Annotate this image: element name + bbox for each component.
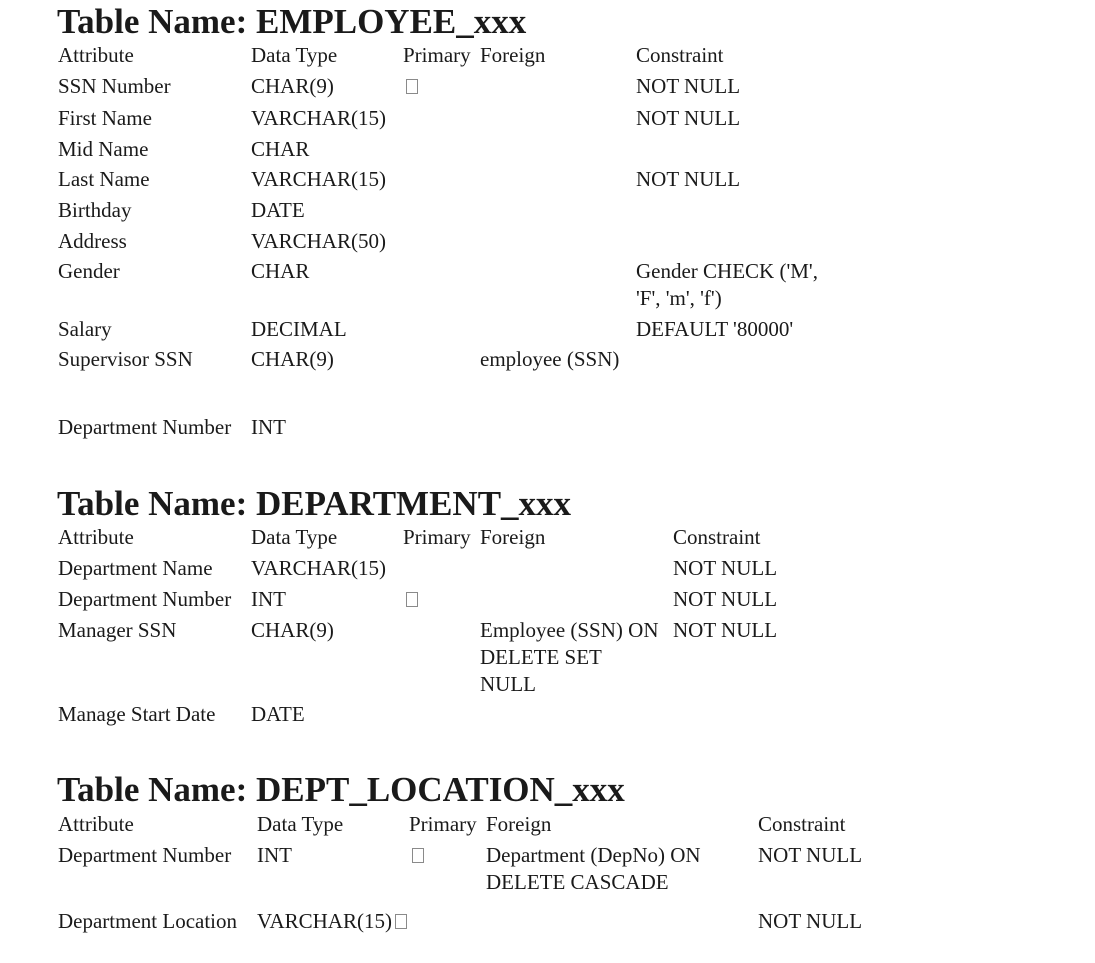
col-header-data-type: Data Type: [251, 525, 338, 549]
constraint-cell: NOT NULL: [636, 167, 741, 191]
attribute-cell: SSN Number: [58, 74, 171, 98]
attribute-cell: Mid Name: [58, 137, 149, 161]
table-title-dept-location: Table Name: DEPT_LOCATION_xxx: [57, 770, 625, 809]
attribute-cell: Department Location: [58, 909, 238, 933]
data-type-cell: [257, 908, 407, 935]
constraint-cell: NOT NULL: [636, 74, 741, 98]
attribute-cell: Gender: [58, 259, 120, 283]
foreign-key-cell: Department (DepNo) ON DELETE CASCADE: [486, 843, 701, 894]
primary-key-checkbox-icon: [403, 73, 418, 100]
attribute-cell: Department Number: [58, 415, 232, 439]
col-header-constraint: Constraint: [636, 43, 724, 67]
table-title-department: Table Name: DEPARTMENT_xxx: [57, 484, 572, 523]
attribute-cell: Manager SSN: [58, 618, 177, 642]
col-header-attribute: Attribute: [58, 43, 134, 67]
col-header-constraint: Constraint: [673, 525, 761, 549]
attribute-cell: Department Name: [58, 556, 213, 580]
attribute-cell: Department Number: [58, 843, 232, 867]
constraint-cell: Gender CHECK ('M', 'F', 'm', 'f'): [636, 259, 818, 310]
col-header-foreign: Foreign: [486, 812, 552, 836]
col-header-foreign: Foreign: [480, 43, 546, 67]
data-type-cell: DECIMAL: [251, 317, 347, 341]
constraint-cell: NOT NULL: [673, 556, 778, 580]
data-type-cell: INT: [257, 843, 292, 867]
data-type-cell: VARCHAR(15): [251, 167, 386, 191]
col-header-data-type: Data Type: [257, 812, 344, 836]
attribute-cell: Department Number: [58, 587, 232, 611]
attribute-cell: Salary: [58, 317, 112, 341]
col-header-primary: Primary: [409, 812, 477, 836]
data-type-cell: INT: [251, 415, 286, 439]
data-type-cell: DATE: [251, 198, 305, 222]
primary-key-checkbox-icon: [409, 842, 424, 869]
constraint-cell: NOT NULL: [758, 909, 863, 933]
table-title-employee: Table Name: EMPLOYEE_xxx: [57, 2, 527, 41]
foreign-key-cell: employee (SSN): [480, 347, 620, 371]
data-type-cell: VARCHAR(15): [251, 556, 386, 580]
col-header-data-type: Data Type: [251, 43, 338, 67]
constraint-cell: DEFAULT '80000': [636, 317, 794, 341]
attribute-cell: Supervisor SSN: [58, 347, 193, 371]
attribute-cell: Address: [58, 229, 127, 253]
col-header-primary: Primary: [403, 525, 471, 549]
attribute-cell: First Name: [58, 106, 152, 130]
attribute-cell: Manage Start Date: [58, 702, 216, 726]
constraint-cell: NOT NULL: [636, 106, 741, 130]
constraint-cell: NOT NULL: [673, 587, 778, 611]
col-header-foreign: Foreign: [480, 525, 546, 549]
data-type-cell: DATE: [251, 702, 305, 726]
data-type-cell: CHAR: [251, 259, 310, 283]
constraint-cell: NOT NULL: [673, 618, 778, 642]
data-type-cell: CHAR(9): [251, 74, 334, 98]
foreign-key-cell: Employee (SSN) ON DELETE SET NULL: [480, 618, 659, 696]
col-header-primary: Primary: [403, 43, 471, 67]
data-type-cell: CHAR(9): [251, 618, 334, 642]
data-type-cell: CHAR(9): [251, 347, 334, 371]
data-type-text: VARCHAR(15): [257, 909, 392, 933]
col-header-constraint: Constraint: [758, 812, 846, 836]
data-type-cell: VARCHAR(15): [251, 106, 386, 130]
col-header-attribute: Attribute: [58, 812, 134, 836]
data-type-cell: VARCHAR(50): [251, 229, 386, 253]
primary-key-checkbox-icon: [403, 586, 418, 613]
primary-key-checkbox-icon: [395, 914, 407, 929]
col-header-attribute: Attribute: [58, 525, 134, 549]
attribute-cell: Birthday: [58, 198, 132, 222]
data-type-cell: CHAR: [251, 137, 310, 161]
data-type-cell: INT: [251, 587, 286, 611]
constraint-cell: NOT NULL: [758, 843, 863, 867]
attribute-cell: Last Name: [58, 167, 150, 191]
